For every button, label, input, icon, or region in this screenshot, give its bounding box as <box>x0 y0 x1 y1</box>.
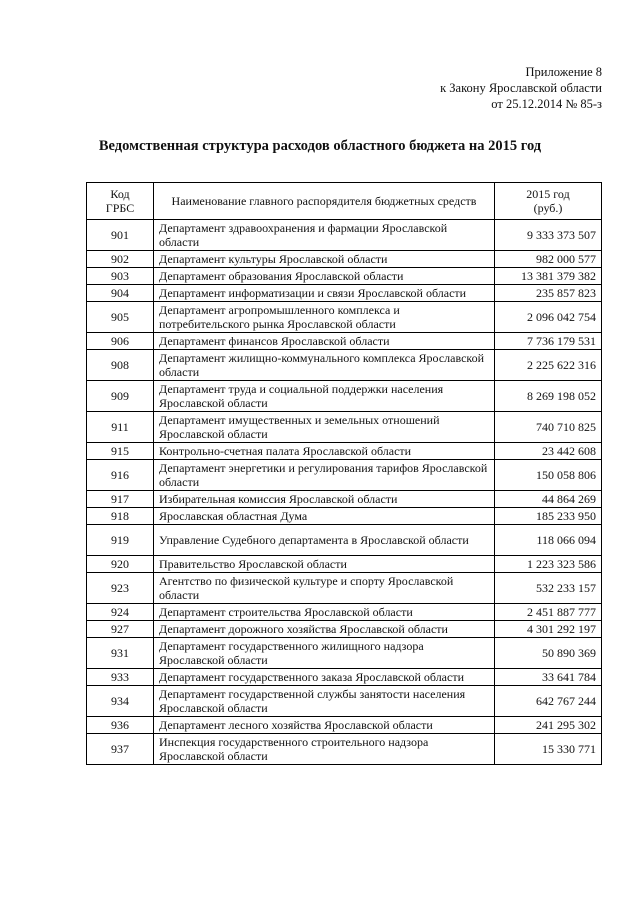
table-row <box>87 268 602 285</box>
row-code: 931 <box>87 638 154 669</box>
row-code: 905 <box>87 302 154 333</box>
row-code: 920 <box>87 556 154 573</box>
row-name: Ярославская областная Дума <box>154 508 495 525</box>
table-row <box>87 220 602 251</box>
row-amount: 2 451 887 777 <box>495 604 602 621</box>
row-name: Агентство по физической культуре и спорту Ярославской области <box>154 573 495 604</box>
row-amount: 982 000 577 <box>495 251 602 268</box>
row-amount: 241 295 302 <box>495 717 602 734</box>
appendix-line-3: от 25.12.2014 № 85-з <box>491 97 602 111</box>
table-row <box>87 285 602 302</box>
row-code: 906 <box>87 333 154 350</box>
row-name: Департамент информатизации и связи Ярославской области <box>154 285 495 302</box>
appendix-note <box>440 64 602 112</box>
row-code: 916 <box>87 460 154 491</box>
row-amount: 33 641 784 <box>495 669 602 686</box>
header-code-line1: Код <box>110 187 130 201</box>
budget-table <box>86 182 602 765</box>
row-name: Департамент имущественных и земельных отношений Ярославской области <box>154 412 495 443</box>
header-amount-line1: 2015 год <box>526 187 570 201</box>
row-amount: 185 233 950 <box>495 508 602 525</box>
row-name: Департамент агропромышленного комплекса и потребительского рынка Ярославской области <box>154 302 495 333</box>
row-name: Департамент строительства Ярославской области <box>154 604 495 621</box>
table-row <box>87 251 602 268</box>
row-amount: 740 710 825 <box>495 412 602 443</box>
table-row <box>87 604 602 621</box>
table-row <box>87 381 602 412</box>
row-amount: 13 381 379 382 <box>495 268 602 285</box>
row-name: Департамент жилищно-коммунального комплекса Ярославской области <box>154 350 495 381</box>
row-name: Избирательная комиссия Ярославской области <box>154 491 495 508</box>
table-row <box>87 460 602 491</box>
row-code: 924 <box>87 604 154 621</box>
row-name: Департамент здравоохранения и фармации Ярославской области <box>154 220 495 251</box>
table-row <box>87 508 602 525</box>
row-code: 919 <box>87 525 154 556</box>
row-amount: 8 269 198 052 <box>495 381 602 412</box>
row-amount: 44 864 269 <box>495 491 602 508</box>
row-amount: 15 330 771 <box>495 734 602 765</box>
row-code: 923 <box>87 573 154 604</box>
row-code: 909 <box>87 381 154 412</box>
table-header-row <box>87 183 602 220</box>
row-code: 937 <box>87 734 154 765</box>
header-name: Наименование главного распорядителя бюджетных средств <box>154 183 495 220</box>
row-name: Правительство Ярославской области <box>154 556 495 573</box>
row-name: Департамент государственного заказа Ярославской области <box>154 669 495 686</box>
table-row <box>87 621 602 638</box>
row-name: Департамент государственного жилищного надзора Ярославской области <box>154 638 495 669</box>
row-amount: 50 890 369 <box>495 638 602 669</box>
document-title: Ведомственная структура расходов областного бюджета на 2015 год <box>98 138 542 154</box>
header-amount <box>495 183 602 220</box>
row-name: Департамент дорожного хозяйства Ярославской области <box>154 621 495 638</box>
row-code: 911 <box>87 412 154 443</box>
row-name: Контрольно-счетная палата Ярославской области <box>154 443 495 460</box>
row-code: 901 <box>87 220 154 251</box>
row-code: 918 <box>87 508 154 525</box>
row-name: Департамент энергетики и регулирования тарифов Ярославской области <box>154 460 495 491</box>
table-row <box>87 556 602 573</box>
header-code <box>87 183 154 220</box>
appendix-line-1: Приложение 8 <box>525 65 602 79</box>
table-row <box>87 302 602 333</box>
row-amount: 642 767 244 <box>495 686 602 717</box>
row-amount: 23 442 608 <box>495 443 602 460</box>
appendix-line-2: к Закону Ярославской области <box>440 81 602 95</box>
row-code: 904 <box>87 285 154 302</box>
table-row <box>87 686 602 717</box>
row-amount: 1 223 323 586 <box>495 556 602 573</box>
row-code: 917 <box>87 491 154 508</box>
row-code: 915 <box>87 443 154 460</box>
row-amount: 2 096 042 754 <box>495 302 602 333</box>
row-code: 903 <box>87 268 154 285</box>
table-row <box>87 333 602 350</box>
row-name: Департамент финансов Ярославской области <box>154 333 495 350</box>
row-name: Управление Судебного департамента в Ярославской области <box>154 525 495 556</box>
row-code: 933 <box>87 669 154 686</box>
row-code: 927 <box>87 621 154 638</box>
table-row <box>87 669 602 686</box>
row-name: Департамент государственной службы занятости населения Ярославской области <box>154 686 495 717</box>
row-amount: 2 225 622 316 <box>495 350 602 381</box>
row-amount: 7 736 179 531 <box>495 333 602 350</box>
row-amount: 9 333 373 507 <box>495 220 602 251</box>
table-row <box>87 443 602 460</box>
row-amount: 150 058 806 <box>495 460 602 491</box>
row-name: Департамент культуры Ярославской области <box>154 251 495 268</box>
table-row <box>87 734 602 765</box>
row-code: 908 <box>87 350 154 381</box>
row-name: Департамент образования Ярославской области <box>154 268 495 285</box>
row-code: 902 <box>87 251 154 268</box>
table-row <box>87 525 602 556</box>
row-name: Инспекция государственного строительного надзора Ярославской области <box>154 734 495 765</box>
row-name: Департамент лесного хозяйства Ярославской области <box>154 717 495 734</box>
table-row <box>87 638 602 669</box>
row-amount: 4 301 292 197 <box>495 621 602 638</box>
header-code-line2: ГРБС <box>105 201 135 215</box>
table-row <box>87 717 602 734</box>
row-code: 934 <box>87 686 154 717</box>
row-name: Департамент труда и социальной поддержки населения Ярославской области <box>154 381 495 412</box>
header-amount-line2: (руб.) <box>533 201 563 215</box>
row-code: 936 <box>87 717 154 734</box>
table-row <box>87 350 602 381</box>
row-amount: 235 857 823 <box>495 285 602 302</box>
table-row <box>87 573 602 604</box>
row-amount: 532 233 157 <box>495 573 602 604</box>
table-row <box>87 491 602 508</box>
table-row <box>87 412 602 443</box>
row-amount: 118 066 094 <box>495 525 602 556</box>
